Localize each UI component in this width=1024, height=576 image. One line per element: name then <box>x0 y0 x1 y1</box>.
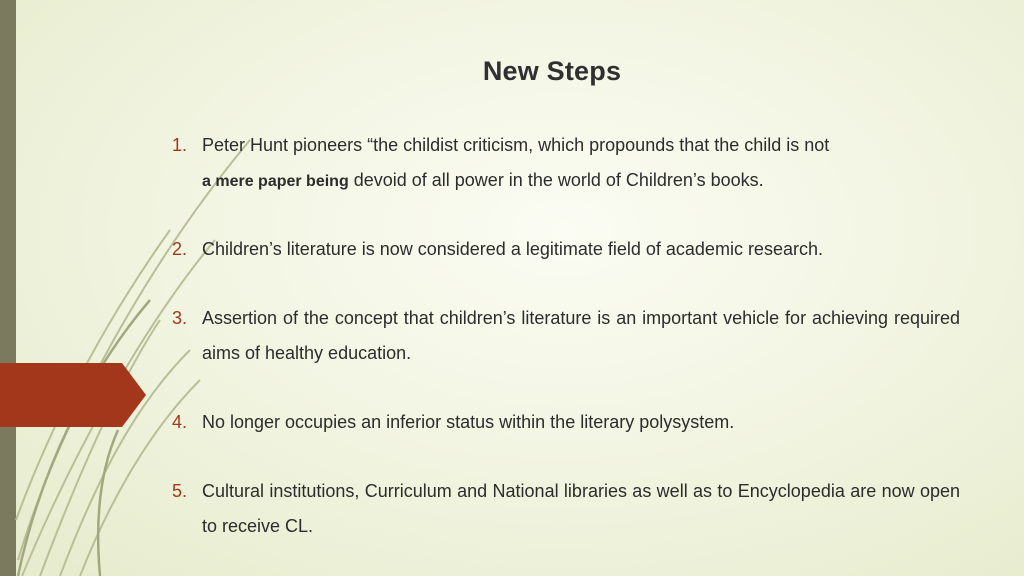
list-text: Cultural institutions, Curriculum and National libraries as well as to Encyclopedia are now open to receive CL. <box>202 481 960 536</box>
list-number: 4. <box>172 412 188 432</box>
list-number: 2. <box>172 239 188 259</box>
list-item-4 <box>172 405 960 440</box>
list-text: Children’s literature is now considered a legitimate field of academic research. <box>202 239 823 259</box>
list-number: 3. <box>172 308 188 328</box>
list-text: Peter Hunt pioneers “the childist criticism, which propounds that the child is not a mere paper being devoid of all power in the world of Children’s books. <box>202 135 830 190</box>
list-item-2 <box>172 232 960 267</box>
list-text: Assertion of the concept that children’s literature is an important vehicle for achieving required aims of healthy education. <box>202 308 960 363</box>
list-item-1 <box>172 128 960 199</box>
red-arrow-tab <box>0 363 146 427</box>
list-text: No longer occupies an inferior status within the literary polysystem. <box>202 412 735 432</box>
list-item-3 <box>172 301 960 371</box>
slide-title: New Steps <box>482 56 622 86</box>
list-item-5 <box>172 474 960 544</box>
bold-phrase: a mere paper being <box>202 173 349 190</box>
list-number: 5. <box>172 481 188 501</box>
list-number: 1. <box>172 135 188 155</box>
